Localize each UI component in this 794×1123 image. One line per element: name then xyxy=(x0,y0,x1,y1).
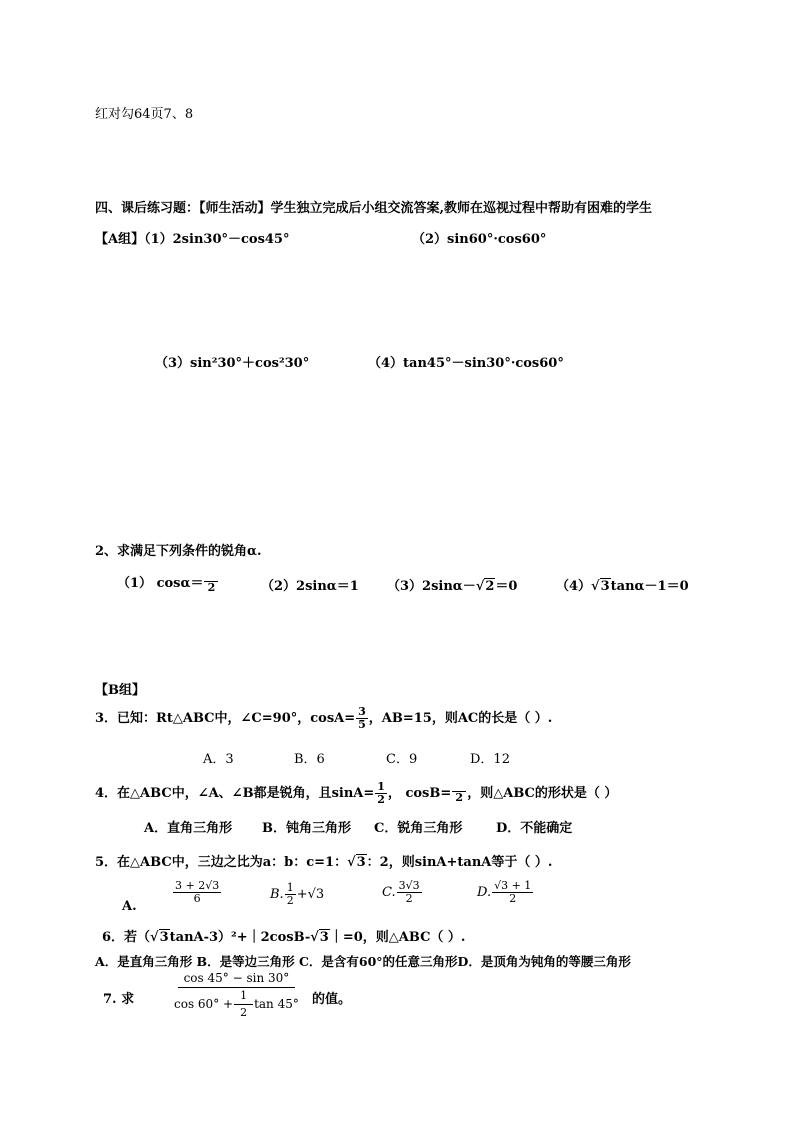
q6-prefix: 6．若（ xyxy=(102,930,151,945)
groupA-label xyxy=(95,228,289,247)
q7-den-suffix: tan 45° xyxy=(254,997,299,1011)
q3-fraction xyxy=(356,706,368,731)
q4-frac1-den: 2 xyxy=(377,793,385,806)
q4-option-c: C．锐角三角形 xyxy=(374,821,463,836)
q2-part1-frac-den: 2 xyxy=(207,581,216,594)
q7-den-prefix: cos 60° + xyxy=(174,997,234,1011)
q6-radicand-2: 3 xyxy=(319,930,329,945)
q1-2: （2）sin60°·cos60° xyxy=(412,232,547,247)
q2-part3-suffix: ＝0 xyxy=(495,579,518,594)
q2-part1-fraction xyxy=(204,573,218,594)
q6-sqrt-2: √3 xyxy=(310,930,329,945)
q1-1: （1）2sin30°－cos45° xyxy=(144,232,290,247)
q3-option-a: A．3 xyxy=(203,752,234,767)
q6-options: A．是直角三角形 B．是等边三角形 C．是含有60°的任意三角形D．是顶角为钝角的等腰三角形 xyxy=(95,954,631,969)
q4-suffix: ，则△ABC的形状是（ ） xyxy=(467,786,618,801)
q5-option-b xyxy=(270,882,324,907)
q5-option-b-label: B. xyxy=(270,887,284,902)
q3-option-d: D．12 xyxy=(470,752,510,767)
q4-frac1-num: 1 xyxy=(377,780,385,793)
q5-option-a-frac xyxy=(173,880,221,905)
q4-frac2-den: 2 xyxy=(455,791,464,804)
q5-option-c-num: 3√3 xyxy=(398,879,420,892)
q7-suffix: 的值。 xyxy=(312,992,352,1007)
q3-suffix: ，AB=15，则AC的长是（ ）. xyxy=(368,711,553,726)
q4-prefix: 4．在△ABC中，∠A、∠B都是锐角，且sinA= xyxy=(95,786,375,801)
q4-fraction-1 xyxy=(375,781,387,806)
q2-part1-prefix: （1） cosα＝ xyxy=(117,576,204,591)
q3-frac-num: 3 xyxy=(358,705,366,718)
q5-option-d xyxy=(477,880,534,905)
q3-option-c: C．9 xyxy=(386,752,418,767)
q2-part2: （2）2sinα＝1 xyxy=(261,579,359,594)
q4-option-b: B．钝角三角形 xyxy=(262,821,351,836)
q4-mid: ， cosB= xyxy=(387,786,452,801)
q5-option-c-frac xyxy=(397,880,422,905)
q5-radicand: 3 xyxy=(356,855,366,870)
q5-option-d-frac xyxy=(492,880,533,905)
q4-option-a: A．直角三角形 xyxy=(144,821,233,836)
section4-title: 四、课后练习题：【师生活动】学生独立完成后小组交流答案,教师在巡视过程中帮助有困难的学生 xyxy=(95,201,653,216)
q3-prefix: 3．已知：Rt△ABC中，∠C=90°，cosA= xyxy=(95,711,356,726)
q2-part3-sqrt: √2 xyxy=(475,579,495,594)
intro-text: 红对勾64页7、8 xyxy=(95,107,194,122)
q2-part1 xyxy=(117,572,219,594)
q4-fraction-2 xyxy=(452,783,466,804)
q3-option-b: B．6 xyxy=(294,752,325,767)
q7-den-frac-num: 1 xyxy=(234,990,253,1005)
q5-option-d-num: √3 + 1 xyxy=(494,879,532,892)
q2-part3 xyxy=(387,575,517,594)
q5-option-a-label: A. xyxy=(122,899,137,914)
q5-prefix: 5．在△ABC中，三边之比为a：b：c=1： xyxy=(95,855,348,870)
q5-suffix: ：2，则sinA+tanA等于（ ）. xyxy=(366,855,553,870)
q5-option-b-num: 1 xyxy=(286,881,294,894)
q7-den-frac xyxy=(234,990,253,1019)
q1-4: （4）tan45°－sin30°·cos60° xyxy=(368,356,564,371)
q6-suffix: ｜=0，则△ABC（ ）. xyxy=(329,930,466,945)
q2-part3-prefix: （3）2sinα－ xyxy=(387,579,476,594)
q5-option-d-label: D. xyxy=(477,885,492,900)
q7-fraction xyxy=(168,971,305,1019)
q5-option-a-den: 6 xyxy=(193,892,201,905)
q5-sqrt: √3 xyxy=(347,855,366,870)
q3-stem xyxy=(95,706,552,731)
q5-option-c-den: 2 xyxy=(405,892,413,905)
q5-option-b-den: 2 xyxy=(286,894,294,907)
q7-denominator xyxy=(168,988,305,1019)
q5-option-c xyxy=(382,880,423,905)
q7-den-frac-den: 2 xyxy=(240,1006,248,1019)
q6-radicand-1: 3 xyxy=(159,930,169,945)
q5-option-b-frac xyxy=(285,882,296,907)
q2-part3-radicand: 2 xyxy=(485,579,495,594)
q5-option-a-num: 3 + 2√3 xyxy=(175,879,220,892)
q2-part4-suffix: tanα－1＝0 xyxy=(610,579,689,594)
q7-expression xyxy=(168,971,305,1019)
q6-mid: tanA-3）²+｜2cosB- xyxy=(169,930,311,945)
q5-stem xyxy=(95,851,552,870)
q2-title: 2、求满足下列条件的锐角α. xyxy=(95,544,262,559)
q6-stem xyxy=(102,926,465,945)
q1-3: （3）sin²30°＋cos²30° xyxy=(155,356,310,371)
q2-part4-prefix: （4） xyxy=(556,579,592,594)
q3-frac-den: 5 xyxy=(358,718,366,731)
q5-option-a xyxy=(172,880,222,905)
q4-option-d: D．不能确定 xyxy=(496,821,573,836)
q7-label: 7. 求 xyxy=(103,992,135,1007)
q2-part4 xyxy=(556,575,689,594)
q5-option-b-rest: +√3 xyxy=(296,887,325,902)
q4-stem xyxy=(95,781,617,806)
q7-numerator: cos 45° − sin 30° xyxy=(178,971,296,988)
q5-option-c-label: C. xyxy=(382,885,396,900)
q2-part4-radicand: 3 xyxy=(600,579,610,594)
q6-sqrt-1: √3 xyxy=(150,930,169,945)
groupB-label: 【B组】 xyxy=(95,683,145,698)
q2-part4-sqrt: √3 xyxy=(591,579,610,594)
q5-option-d-den: 2 xyxy=(509,892,517,905)
groupA-label-text: 【A组】 xyxy=(95,232,145,247)
